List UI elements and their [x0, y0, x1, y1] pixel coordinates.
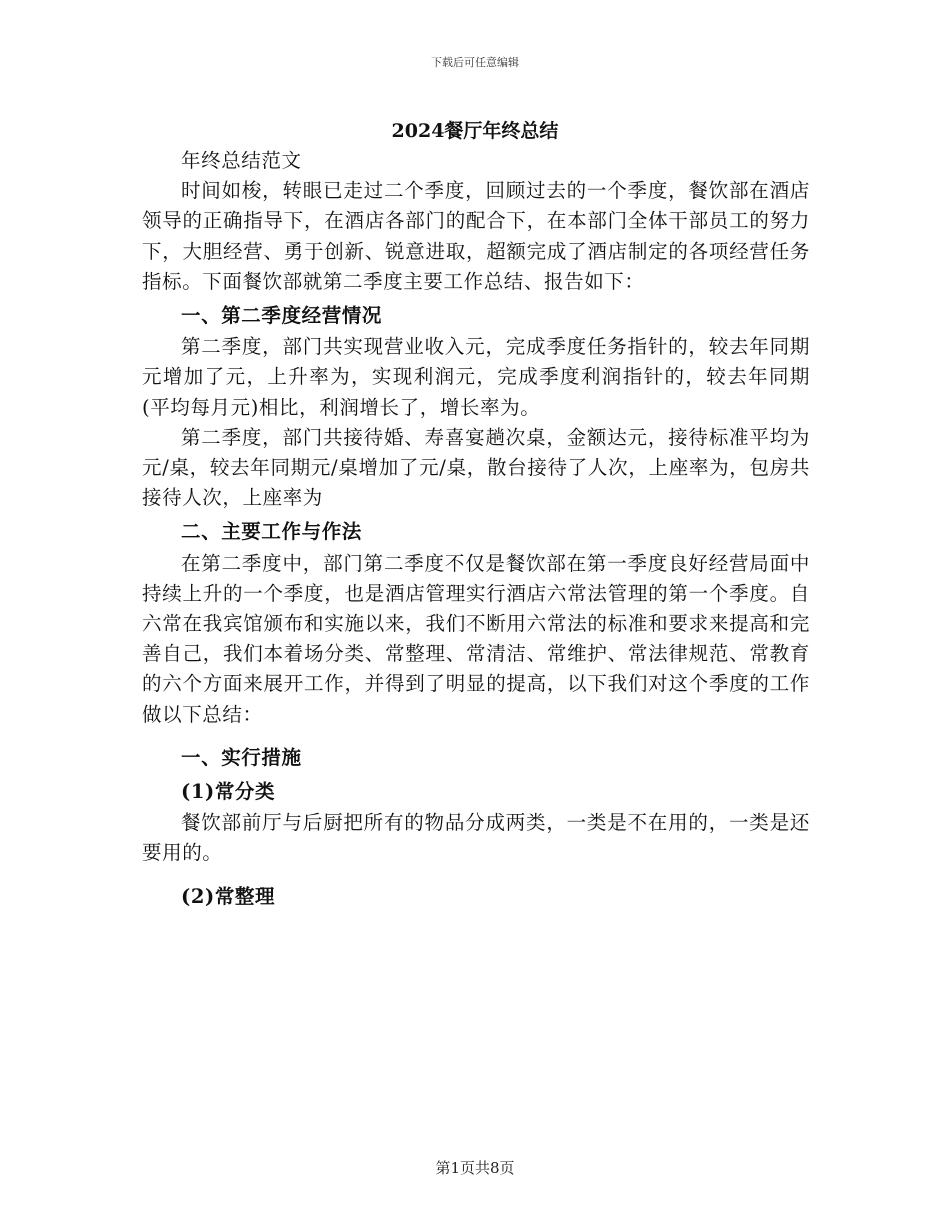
subheading-classification: (1)常分类	[181, 780, 276, 804]
subtitle-paragraph: 年终总结范文	[181, 149, 302, 172]
section-heading-measures: 一、实行措施	[181, 745, 302, 769]
document-body	[142, 146, 810, 913]
section-heading-operations: 一、第二季度经营情况	[181, 304, 383, 328]
operations-revenue-paragraph: 第二季度，部门共实现营业收入元，完成季度任务指针的，较去年同期元增加了元，上升率为，实现利润元，完成季度利润指针的，较去年同期(平均每月元)相比，利润增长了，增长率为。	[142, 335, 810, 419]
main-work-paragraph: 在第二季度中，部门第二季度不仅是餐饮部在第一季度良好经营局面中持续上升的一个季度，也是酒店管理实行酒店六常法管理的第一个季度。自六常在我宾馆颁布和实施以来，我们不断用六常法的标准和要求来提高和完善自己，我们本着场分类、常整理、常清洁、常维护、常法律规范、常教育的六个方面来展开工作，并得到了明显的提高，以下我们对这个季度的工作做以下总结：	[142, 551, 810, 726]
intro-paragraph: 时间如梭，转眼已走过二个季度，回顾过去的一个季度，餐饮部在酒店领导的正确指导下，在酒店各部门的配合下，在本部门全体干部员工的努力下，大胆经营、勇于创新、锐意进取，超额完成了酒店制定的各项经营任务指标。下面餐饮部就第二季度主要工作总结、报告如下：	[142, 179, 810, 293]
section-heading-main-work: 二、主要工作与作法	[181, 520, 362, 544]
document-title: 2024餐厅年终总结	[391, 120, 559, 142]
page-header-note: 下载后可任意编辑	[431, 56, 519, 69]
operations-banquet-paragraph: 第二季度，部门共接待婚、寿喜宴趟次桌，金额达元，接待标准平均为元/桌，较去年同期元/桌增加了元/桌，散台接待了人次，上座率为，包房共接待人次，上座率为	[142, 425, 810, 510]
classification-paragraph: 餐饮部前厅与后厨把所有的物品分成两类，一类是不在用的，一类是还要用的。	[142, 811, 810, 865]
subheading-organizing: (2)常整理	[181, 884, 276, 908]
page-number-footer: 第1页共8页	[435, 1159, 515, 1177]
